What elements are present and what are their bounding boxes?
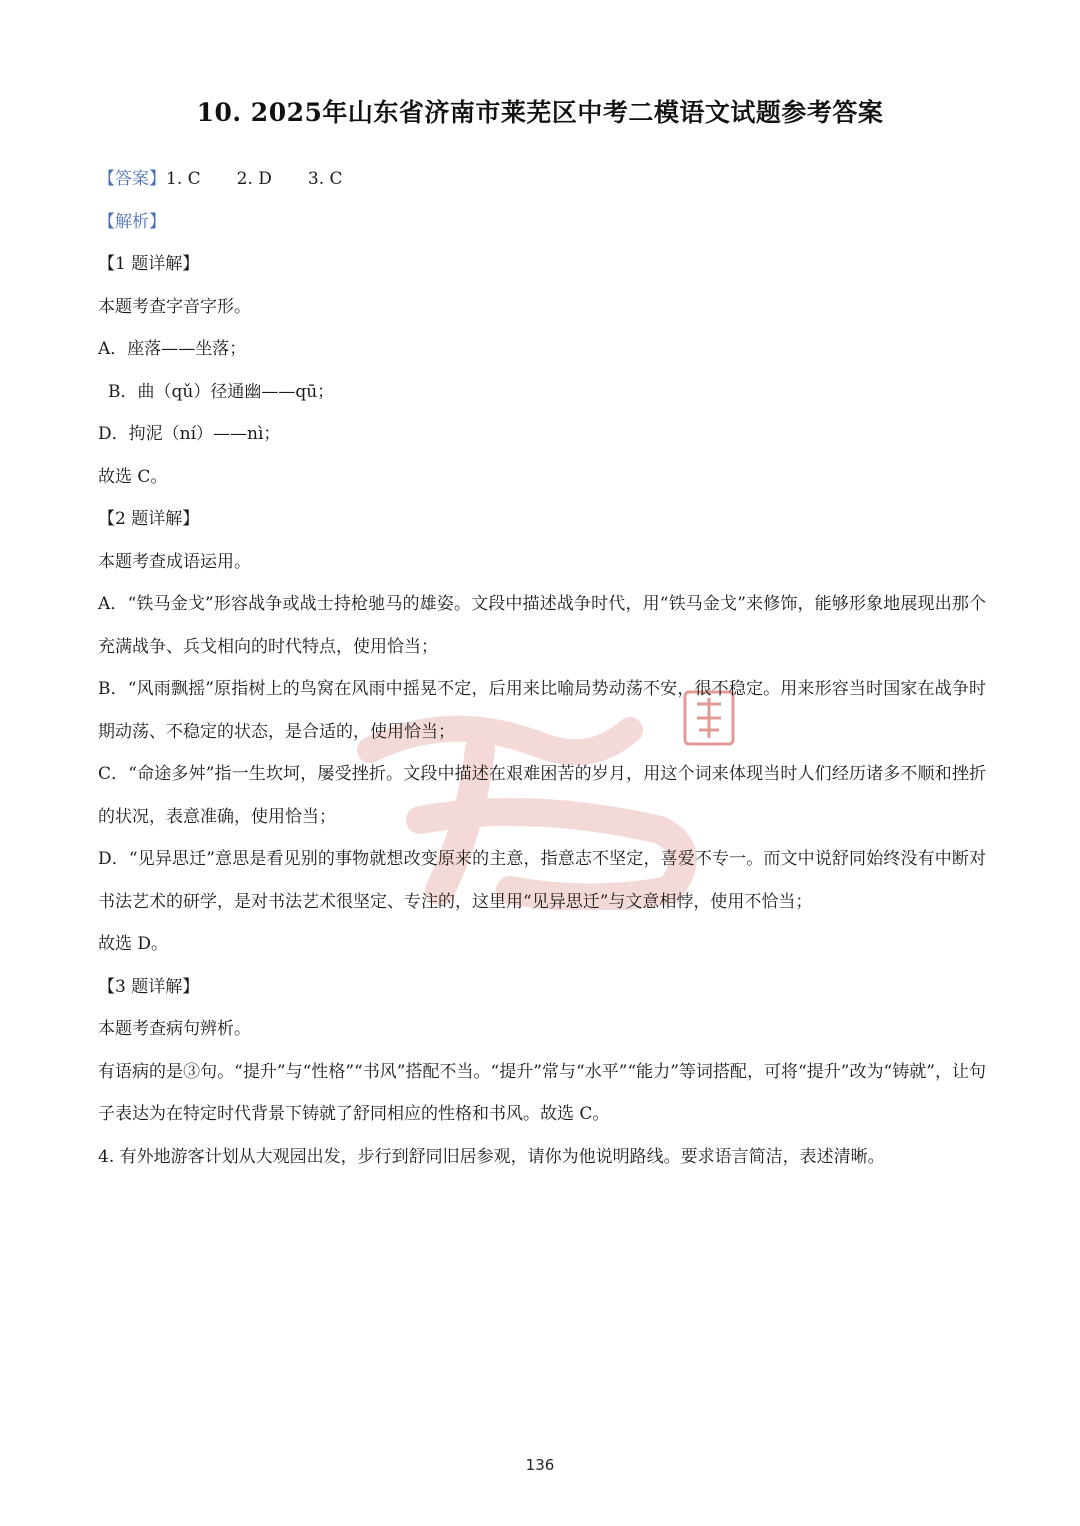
q1-option-a: A．座落——坐落；	[98, 339, 247, 359]
q2-option-c: C．“命途多舛”指一生坎坷，屡受挫折。文段中描述在艰难困苦的岁月，用这个词来体现当时人们经历诸多不顺和挫折的状况，表意准确，使用恰当；	[98, 764, 986, 827]
q2-conclusion: 故选 D。	[98, 934, 169, 954]
q3-body: 有语病的是③句。“提升”与“性格”“书风”搭配不当。“提升”常与“水平”“能力”等词搭配，可将“提升”改为“铸就”，让句子表达为在特定时代背景下铸就了舒同相应的性格和书风。故选 C。	[98, 1061, 986, 1124]
q3-heading: 【3 题详解】	[98, 976, 200, 997]
q3-intro: 本题考查病句辨析。	[98, 1019, 251, 1039]
q1-conclusion: 故选 C。	[98, 466, 168, 487]
q2-option-d: D．“见异思迁”意思是看见别的事物就想改变原来的主意，指意志不坚定，喜爱不专一。而文中说舒同始终没有中断对书法艺术的研学，是对书法艺术很坚定、专注的，这里用“见异思迁”与文意相悖，使用不恰当；	[98, 849, 986, 912]
q1-option-d: D．拘泥（ní）——nì；	[98, 424, 281, 444]
page-title: 10. 2025年山东省济南市莱芜区中考二模语文试题参考答案	[196, 98, 884, 127]
q2-heading: 【2 题详解】	[98, 509, 200, 529]
answer-item: 2. D	[236, 169, 272, 189]
answer-item: 3. C	[307, 169, 343, 189]
analysis-tag: 【解析】	[98, 211, 166, 232]
q1-intro: 本题考查字音字形。	[98, 296, 251, 317]
q2-option-b: B．“风雨飘摇”原指树上的鸟窝在风雨中摇晃不定，后用来比喻局势动荡不安，很不稳定。用来形容当时国家在战争时期动荡、不稳定的状态，是合适的，使用恰当；	[98, 679, 986, 742]
q2-option-a: A．“铁马金戈”形容战争或战士持枪驰马的雄姿。文段中描述战争时代，用“铁马金戈”来修饰，能够形象地展现出那个充满战争、兵戈相向的时代特点，使用恰当；	[98, 594, 986, 657]
answer-line	[98, 158, 986, 201]
q4-question: 4. 有外地游客计划从大观园出发，步行到舒同旧居参观，请你为他说明路线。要求语言简洁，表述清晰。	[98, 1146, 885, 1167]
page-number: 136	[525, 1456, 555, 1474]
answer-content	[98, 158, 986, 1178]
answer-tag: 【答案】	[98, 169, 166, 189]
q1-option-b: B．曲（qǔ）径通幽——qū；	[108, 381, 335, 402]
q2-intro: 本题考查成语运用。	[98, 551, 251, 572]
q1-heading: 【1 题详解】	[98, 254, 200, 274]
answer-item: 1. C	[166, 169, 201, 189]
